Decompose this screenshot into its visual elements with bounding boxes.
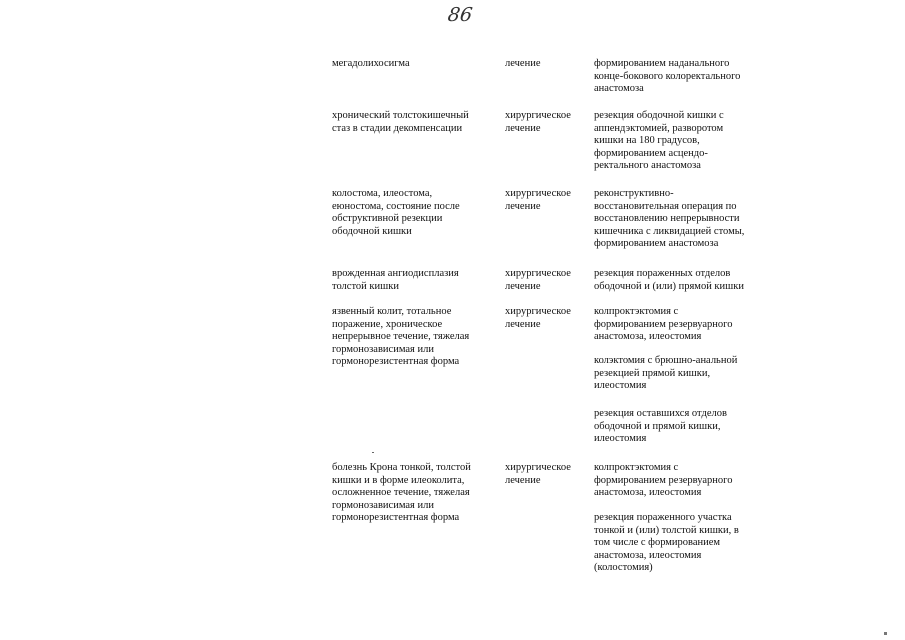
row-5-condition: болезнь Крона тонкой, толстой кишки и в форме илеоколита, осложненное течение, тяжелая гормонозависимая или гормонорезистентная форма bbox=[332, 462, 471, 524]
row-3-condition: врожденная ангиодисплазия толстой кишки bbox=[332, 268, 459, 292]
row-4-condition: язвенный колит, тотальное поражение, хроническое непрерывное течение, тяжелая гормонозависимая или гормонорезистентная форма bbox=[332, 306, 470, 368]
row-4-procedure-0: колпроктэктомия с формированием резервуарного анастомоза, илеостомия bbox=[594, 306, 733, 343]
row-4-procedure-2: резекция оставшихся отделов ободочной и прямой кишки, илеостомия bbox=[594, 408, 727, 445]
page-number: 86 bbox=[446, 4, 474, 26]
row-5-procedure-0: колпроктэктомия с формированием резервуарного анастомоза, илеостомия bbox=[594, 462, 733, 499]
scan-artifact bbox=[372, 452, 374, 453]
row-4-procedure-1: колэктомия с брюшно-анальной резекцией прямой кишки, илеостомия bbox=[594, 355, 738, 392]
row-1-procedure-0: резекция ободочной кишки с аппендэктомией, разворотом кишки на 180 градусов, формированием асцендо- ректального анастомоза bbox=[594, 110, 724, 172]
row-3-procedure-0: резекция пораженных отделов ободочной и (или) прямой кишки bbox=[594, 268, 744, 292]
row-0-treatment: лечение bbox=[505, 58, 541, 69]
row-2-condition: колостома, илеостома, еюностома, состояние после обструктивной резекции ободочной кишки bbox=[332, 188, 460, 237]
row-0-condition: мегадолихосигма bbox=[332, 58, 410, 69]
row-4-treatment: хирургическое лечение bbox=[505, 306, 571, 330]
scan-artifact-corner bbox=[884, 632, 887, 635]
row-5-treatment: хирургическое лечение bbox=[505, 462, 571, 486]
row-2-treatment: хирургическое лечение bbox=[505, 188, 571, 212]
row-5-procedure-1: резекция пораженного участка тонкой и (или) толстой кишки, в том числе с формированием анастомоза, илеостомия (колостомия) bbox=[594, 512, 739, 574]
row-3-treatment: хирургическое лечение bbox=[505, 268, 571, 292]
row-1-condition: хронический толстокишечный стаз в стадии декомпенсации bbox=[332, 110, 469, 134]
row-0-procedure-0: формированием наданального конце-бокового колоректального анастомоза bbox=[594, 58, 741, 95]
row-1-treatment: хирургическое лечение bbox=[505, 110, 571, 134]
row-2-procedure-0: реконструктивно- восстановительная операция по восстановлению непрерывности кишечника с ликвидацией стомы, формированием анастомоза bbox=[594, 188, 745, 250]
